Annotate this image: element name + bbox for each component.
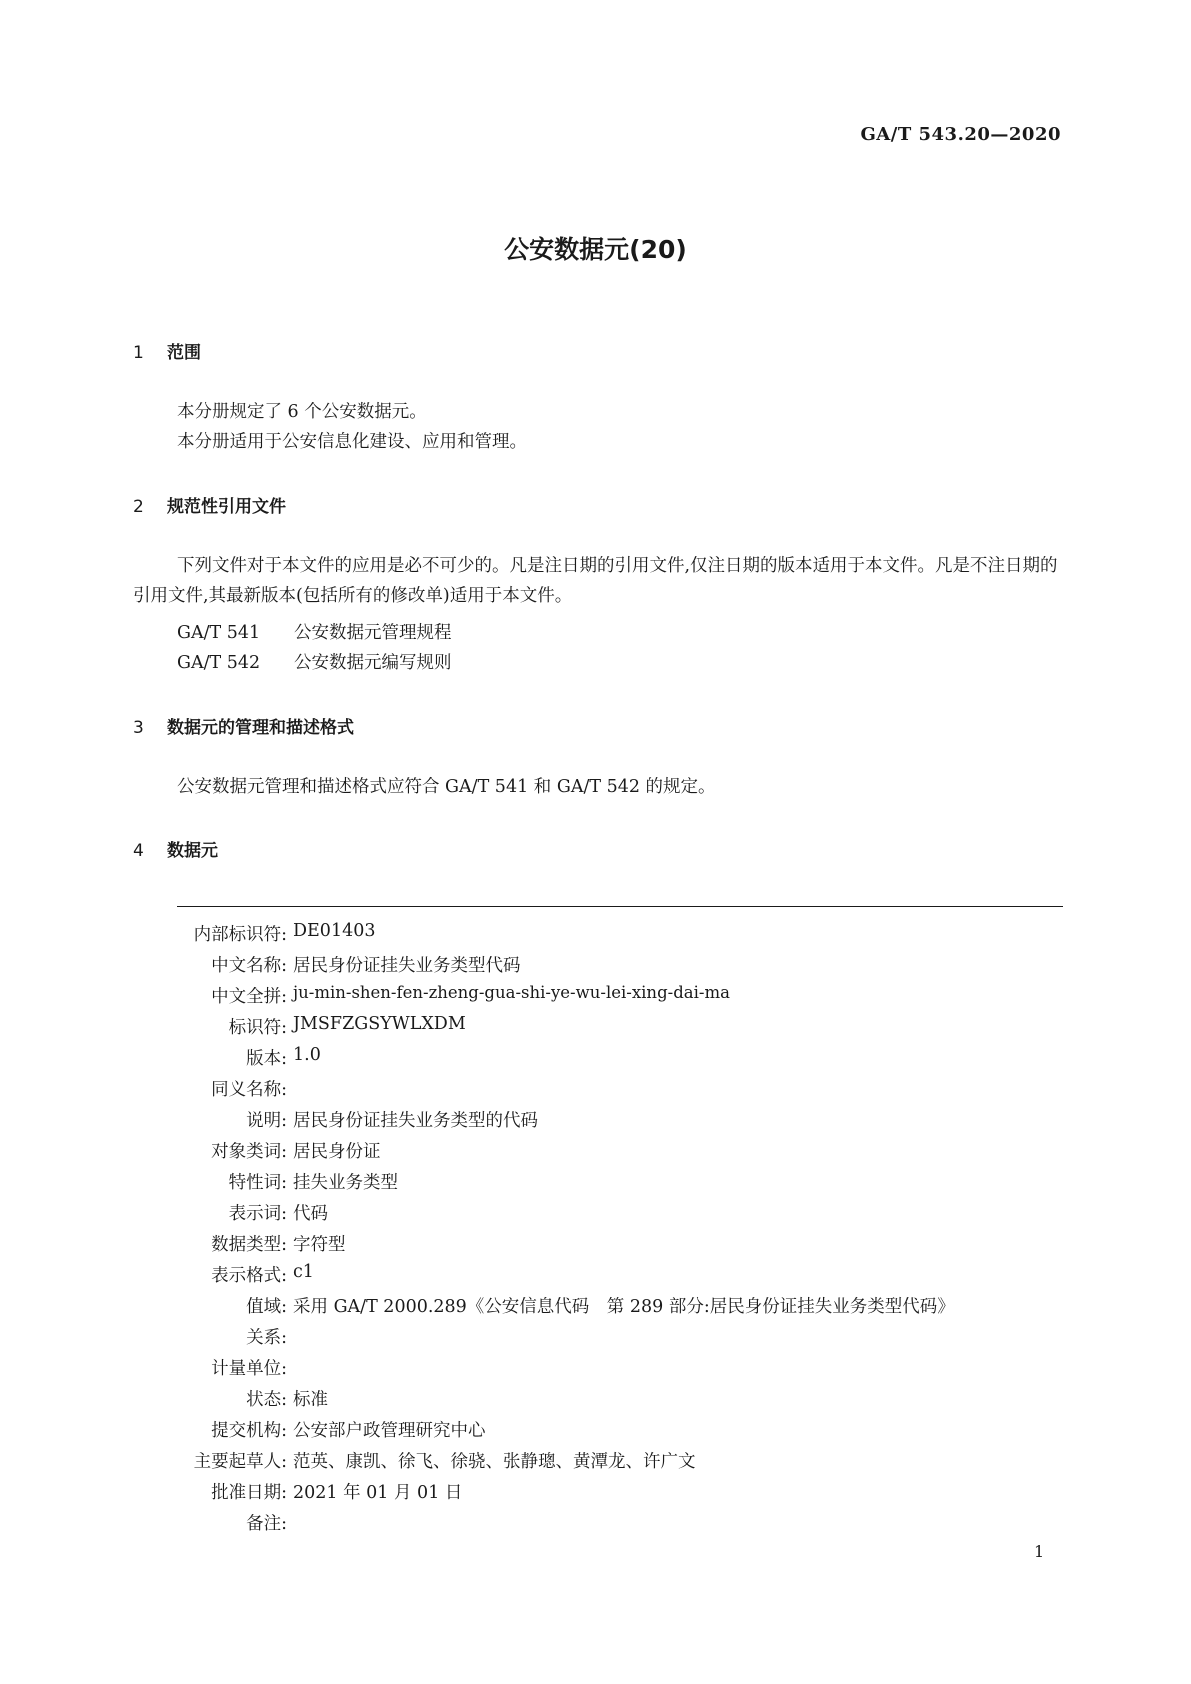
section-title: 范围	[167, 343, 201, 363]
attr-value: 2021 年 01 月 01 日	[293, 1483, 463, 1503]
attr-label: 状态:	[246, 1390, 287, 1410]
attr-row-unit	[177, 1355, 287, 1386]
attr-label: 计量单位:	[211, 1359, 287, 1379]
attr-label: 特性词:	[228, 1173, 287, 1193]
attr-label: 内部标识符:	[193, 925, 287, 945]
attr-value: 标准	[293, 1390, 328, 1410]
section-title: 数据元	[167, 841, 218, 861]
attr-value: 代码	[293, 1204, 328, 1224]
attr-value: 范英、康凯、徐飞、徐骁、张静璁、黄潭龙、许广文	[293, 1452, 696, 1472]
attr-row-status	[177, 1386, 287, 1417]
attr-value: 字符型	[293, 1235, 346, 1255]
reference-name: 公安数据元管理规程	[294, 623, 452, 643]
attr-label: 值域:	[246, 1297, 287, 1317]
page-number: 1	[1034, 1542, 1045, 1561]
attr-row-internal-id	[177, 921, 287, 952]
attr-value: 1.0	[293, 1045, 321, 1065]
reference-code: GA/T 541	[177, 623, 261, 643]
attr-row-data-type	[177, 1231, 287, 1262]
reference-item	[177, 649, 452, 674]
attr-label: 关系:	[246, 1328, 287, 1348]
scope-line-1: 本分册规定了 6 个公安数据元。	[177, 402, 427, 422]
attr-value: 居民身份证	[293, 1142, 381, 1162]
attr-row-submitter	[177, 1417, 287, 1448]
attr-label: 备注:	[246, 1514, 287, 1534]
attr-row-property	[177, 1169, 287, 1200]
attr-label: 版本:	[246, 1049, 287, 1069]
reference-item	[177, 619, 452, 644]
section-1-heading	[133, 338, 201, 363]
attr-row-pinyin	[177, 983, 287, 1014]
attr-row-chinese-name	[177, 952, 287, 983]
attr-label: 表示词:	[228, 1204, 287, 1224]
section-title: 数据元的管理和描述格式	[167, 718, 354, 738]
attr-label: 主要起草人:	[193, 1452, 287, 1472]
attr-label: 同义名称:	[211, 1080, 287, 1100]
attr-label: 说明:	[246, 1111, 287, 1131]
attr-row-object-class	[177, 1138, 287, 1169]
attr-label: 表示格式:	[211, 1266, 287, 1286]
attr-value: 居民身份证挂失业务类型代码	[293, 956, 521, 976]
attr-label: 提交机构:	[211, 1421, 287, 1441]
document-title: 公安数据元(20)	[504, 235, 687, 264]
references-intro: 下列文件对于本文件的应用是必不可少的。凡是注日期的引用文件,仅注日期的版本适用于本文件。凡是不注日期的引用文件,其最新版本(包括所有的修改单)适用于本文件。	[133, 556, 1058, 606]
section-number: 2	[133, 497, 144, 517]
attr-label: 对象类词:	[211, 1142, 287, 1162]
reference-code: GA/T 542	[177, 653, 261, 673]
attr-row-drafters	[177, 1448, 287, 1479]
section-3-heading	[133, 713, 354, 738]
standard-number: GA/T 543.20—2020	[860, 124, 1061, 145]
attr-label: 中文全拼:	[211, 987, 287, 1007]
attr-row-remarks	[177, 1510, 287, 1541]
attr-row-approval-date	[177, 1479, 287, 1510]
section-number: 3	[133, 718, 144, 738]
attr-value: c1	[293, 1262, 314, 1282]
attr-value: 采用 GA/T 2000.289《公安信息代码 第 289 部分:居民身份证挂失业务类型代码》	[293, 1297, 955, 1317]
attr-row-value-domain	[177, 1293, 287, 1324]
attr-row-version	[177, 1045, 287, 1076]
attr-label: 批准日期:	[211, 1483, 287, 1503]
attr-row-synonym	[177, 1076, 287, 1107]
attr-value: 公安部户政管理研究中心	[293, 1421, 486, 1441]
section-number: 1	[133, 343, 144, 363]
attr-row-description	[177, 1107, 287, 1138]
attr-value: DE01403	[293, 921, 376, 941]
section-title: 规范性引用文件	[167, 497, 286, 517]
attr-value: 居民身份证挂失业务类型的代码	[293, 1111, 538, 1131]
attr-row-relation	[177, 1324, 287, 1355]
attr-row-representation	[177, 1200, 287, 1231]
attr-value: ju-min-shen-fen-zheng-gua-shi-ye-wu-lei-xing-dai-ma	[293, 983, 730, 1002]
attr-label: 标识符:	[228, 1018, 287, 1038]
format-text: 公安数据元管理和描述格式应符合 GA/T 541 和 GA/T 542 的规定。	[177, 777, 716, 797]
section-number: 4	[133, 841, 144, 861]
attr-value: JMSFZGSYWLXDM	[293, 1014, 466, 1034]
section-2-heading	[133, 492, 286, 517]
attr-label: 中文名称:	[211, 956, 287, 976]
divider-line	[177, 906, 1063, 907]
attr-value: 挂失业务类型	[293, 1173, 398, 1193]
attr-label: 数据类型:	[211, 1235, 287, 1255]
scope-line-2: 本分册适用于公安信息化建设、应用和管理。	[177, 432, 527, 452]
attr-row-identifier	[177, 1014, 287, 1045]
reference-name: 公安数据元编写规则	[294, 653, 452, 673]
attr-row-format	[177, 1262, 287, 1293]
section-4-heading	[133, 836, 218, 861]
